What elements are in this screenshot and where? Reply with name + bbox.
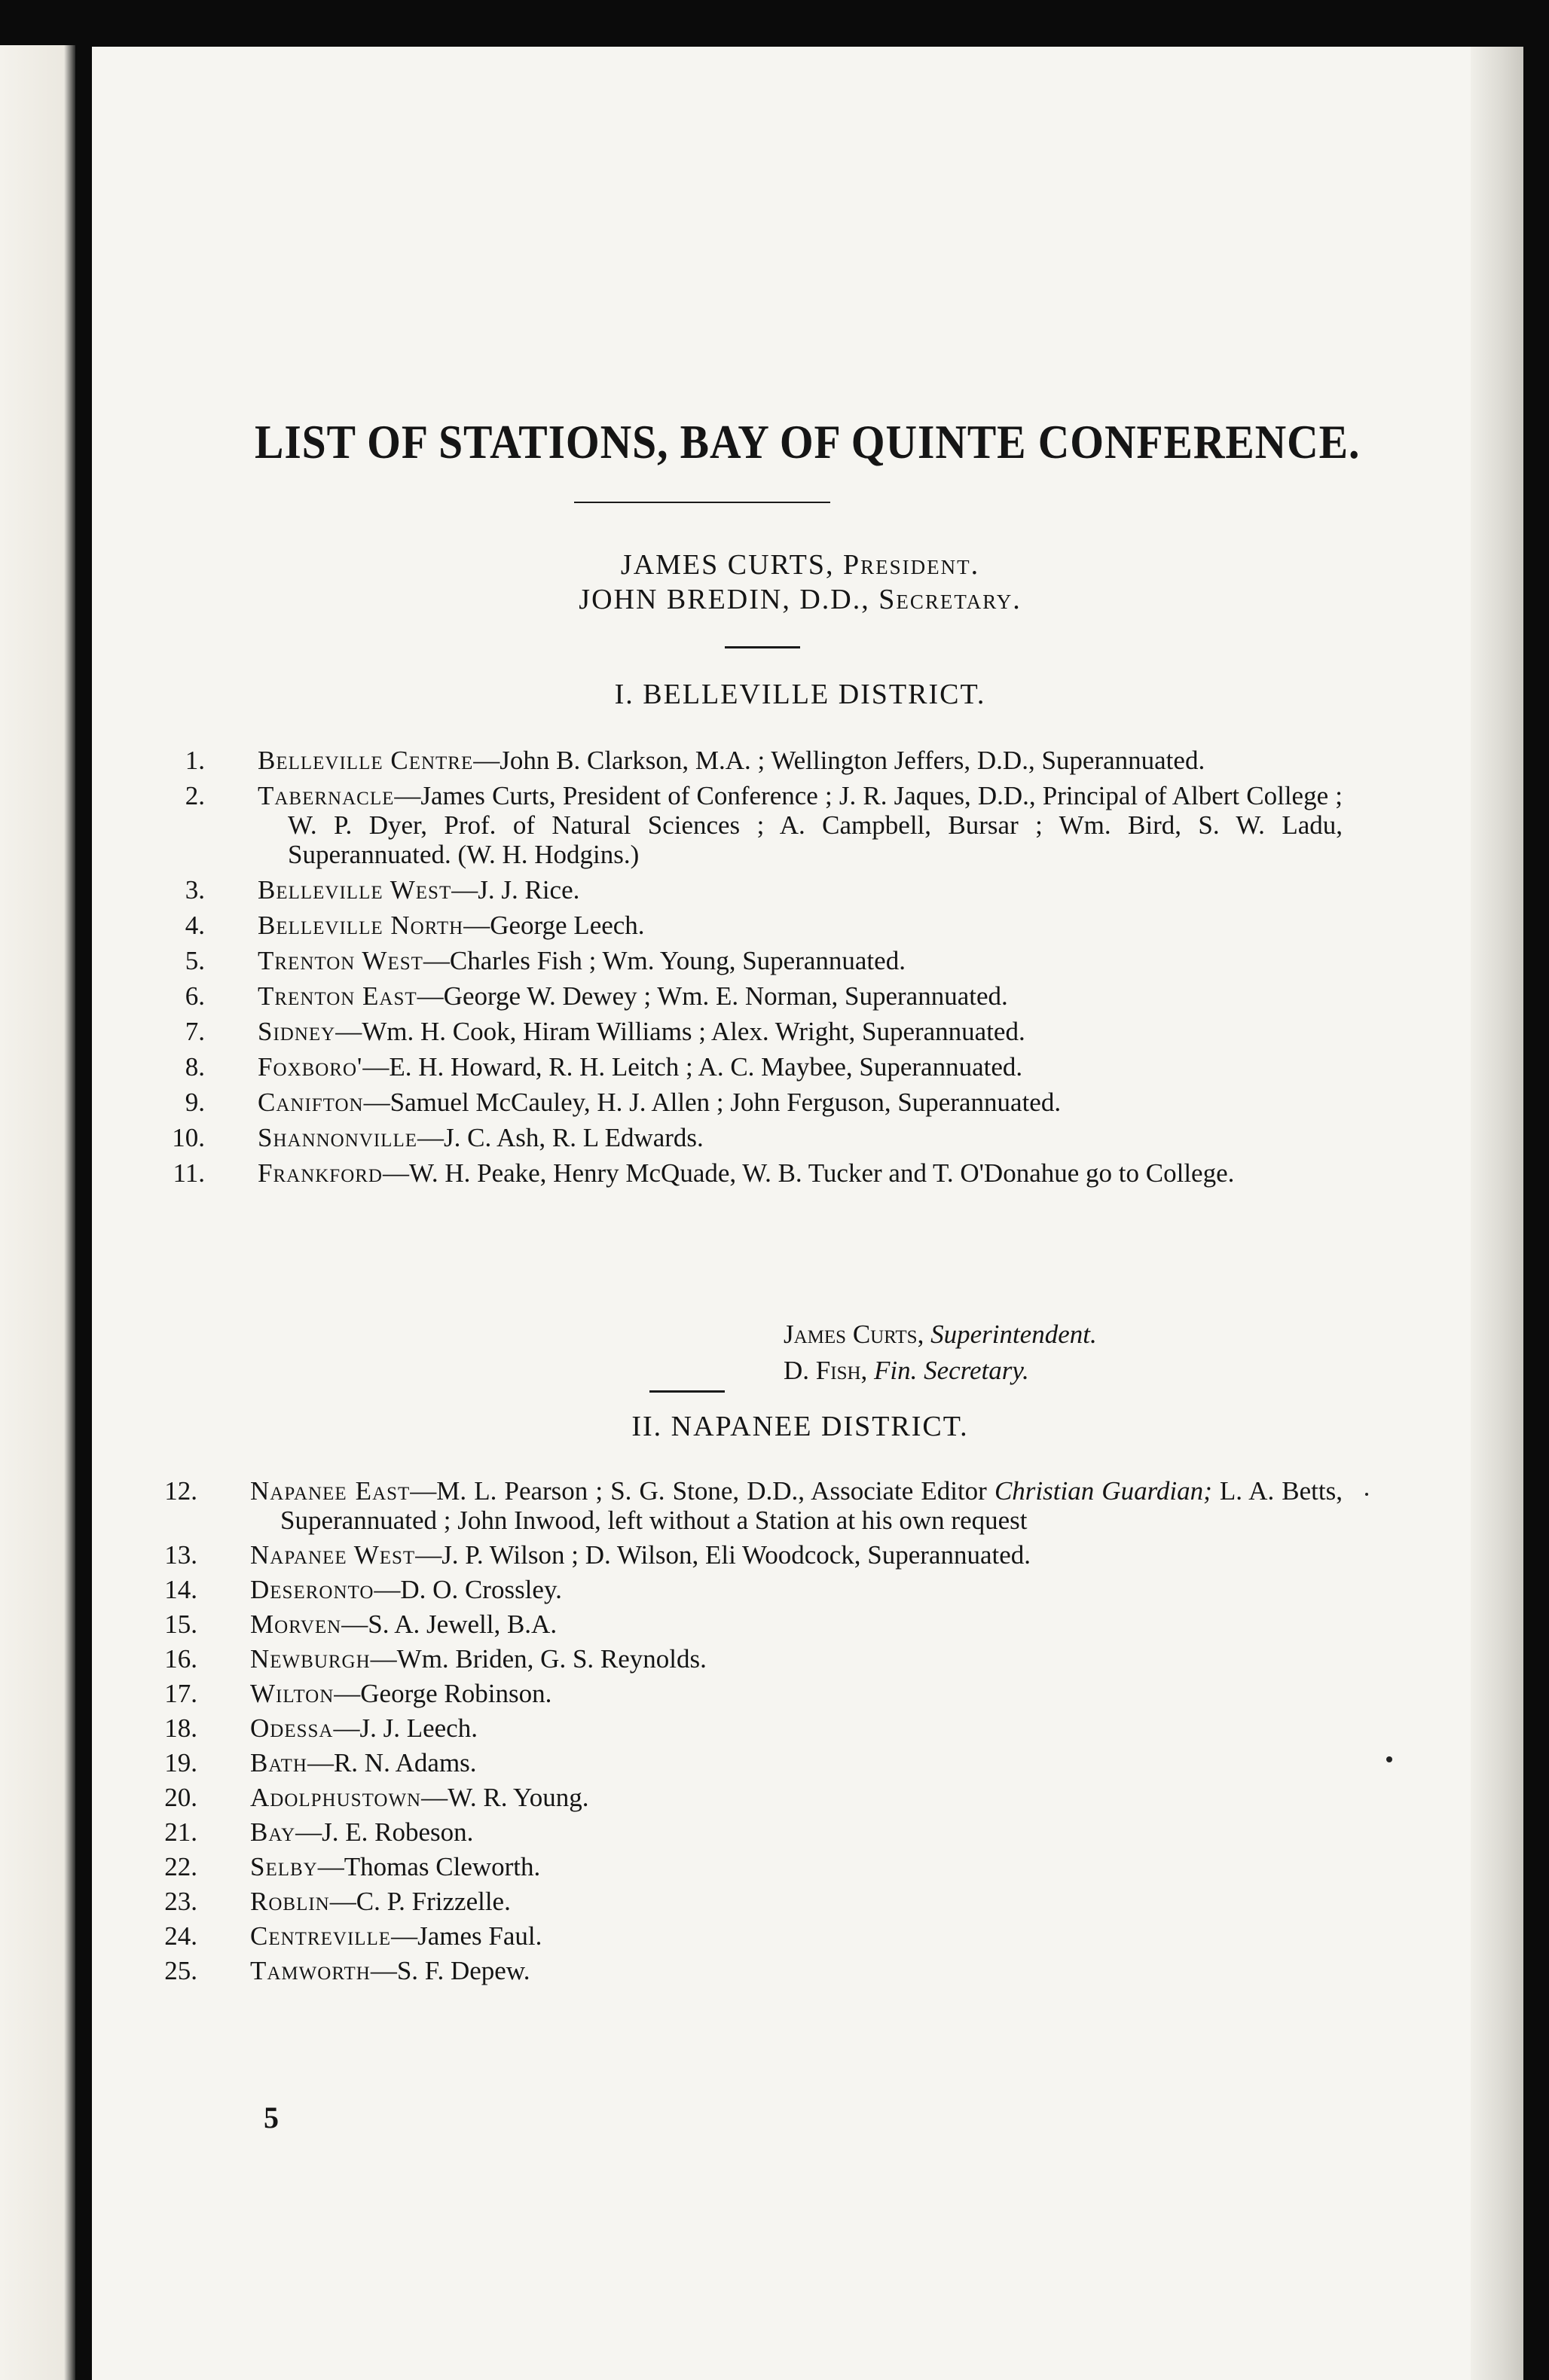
officers-rule bbox=[725, 646, 800, 648]
appointment-text: J. E. Robeson. bbox=[322, 1817, 474, 1847]
station-name: Sidney bbox=[258, 1017, 336, 1046]
entry-text bbox=[258, 1052, 1343, 1082]
signature-fin-secretary bbox=[784, 1356, 1029, 1386]
appointment-text: E. H. Howard, R. H. Leitch ; A. C. Maybee, Superannuated. bbox=[389, 1052, 1023, 1082]
entry-text bbox=[250, 1921, 1343, 1951]
ink-speck bbox=[1365, 1493, 1368, 1496]
appointment-text: Charles Fish ; Wm. Young, Superannuated. bbox=[449, 946, 906, 975]
officer-role: President. bbox=[842, 549, 980, 581]
station-name: Trenton East bbox=[258, 981, 417, 1011]
left-page-edge bbox=[0, 45, 75, 2380]
entry-text bbox=[258, 746, 1343, 775]
entry-text bbox=[258, 1123, 1343, 1152]
entry-text bbox=[258, 1158, 1343, 1188]
appointment-text: Wm. Briden, G. S. Reynolds. bbox=[396, 1644, 707, 1674]
entry-text bbox=[250, 1644, 1343, 1674]
entry-text bbox=[258, 781, 1343, 869]
em-dash: — bbox=[362, 1052, 390, 1082]
station-name: Bath bbox=[250, 1748, 307, 1777]
station-name: Tabernacle bbox=[258, 781, 395, 810]
station-name: Selby bbox=[250, 1852, 318, 1881]
appointment-text: D. O. Crossley. bbox=[400, 1575, 562, 1604]
em-dash: — bbox=[333, 1713, 360, 1743]
station-name: Tamworth bbox=[250, 1956, 371, 1985]
entry-number: 7. bbox=[185, 1017, 205, 1046]
station-name: Roblin bbox=[250, 1887, 330, 1916]
em-dash: — bbox=[317, 1852, 344, 1881]
station-name: Shannonville bbox=[258, 1123, 417, 1152]
station-name: Belleville Centre bbox=[258, 746, 474, 775]
entry-text bbox=[258, 946, 1343, 975]
district-rule bbox=[649, 1390, 725, 1393]
em-dash: — bbox=[451, 875, 478, 905]
appointment-text: R. N. Adams. bbox=[333, 1748, 477, 1777]
entry-number: 1. bbox=[185, 746, 205, 775]
entry-text bbox=[258, 1017, 1343, 1046]
em-dash: — bbox=[329, 1887, 356, 1916]
station-name: Morven bbox=[250, 1610, 342, 1639]
em-dash: — bbox=[335, 1017, 362, 1046]
entry-number: 16. bbox=[164, 1644, 197, 1674]
entry-text bbox=[250, 1748, 1343, 1777]
entry-text bbox=[258, 911, 1343, 940]
entry-number: 11. bbox=[173, 1158, 205, 1188]
district-heading-belleville: I. BELLEVILLE DISTRICT. bbox=[614, 679, 986, 710]
station-name: Deseronto bbox=[250, 1575, 374, 1604]
entry-text bbox=[250, 1575, 1343, 1604]
appointment-text: C. P. Frizzelle. bbox=[356, 1887, 511, 1916]
appointment-text: George Leech. bbox=[490, 911, 645, 940]
entry-number: 21. bbox=[164, 1817, 197, 1847]
entry-number: 10. bbox=[172, 1123, 205, 1152]
station-name: Wilton bbox=[250, 1679, 335, 1708]
em-dash: — bbox=[415, 1540, 442, 1570]
entry-text bbox=[250, 1610, 1343, 1639]
entry-number: 15. bbox=[164, 1610, 197, 1639]
entry-text bbox=[250, 1476, 1343, 1535]
station-name: Belleville West bbox=[258, 875, 452, 905]
entry-text bbox=[250, 1817, 1343, 1847]
station-name: Newburgh bbox=[250, 1644, 371, 1674]
entry-number: 20. bbox=[164, 1783, 197, 1812]
entry-number: 14. bbox=[164, 1575, 197, 1604]
station-name: Trenton West bbox=[258, 946, 423, 975]
entry-text bbox=[250, 1713, 1343, 1743]
appointment-text: J. J. Rice. bbox=[478, 875, 580, 905]
signature-role: Fin. Secretary. bbox=[874, 1356, 1029, 1385]
em-dash: — bbox=[391, 1921, 418, 1951]
station-name: Frankford bbox=[258, 1158, 383, 1188]
appointment-text: J. P. Wilson ; D. Wilson, Eli Woodcock, Superannuated. bbox=[441, 1540, 1031, 1570]
title-rule bbox=[574, 502, 830, 503]
officer-role: Secretary. bbox=[878, 584, 1022, 615]
appointment-text: S. F. Depew. bbox=[396, 1956, 530, 1985]
appointment-text: M. L. Pearson ; S. G. Stone, D.D., Associate Editor bbox=[436, 1476, 987, 1506]
em-dash: — bbox=[423, 946, 450, 975]
em-dash: — bbox=[363, 1088, 390, 1117]
entry-number: 2. bbox=[185, 781, 205, 810]
station-name: Napanee West bbox=[250, 1540, 416, 1570]
em-dash: — bbox=[421, 1783, 448, 1812]
entry-number: 8. bbox=[185, 1052, 205, 1082]
em-dash: — bbox=[307, 1748, 334, 1777]
em-dash: — bbox=[417, 981, 444, 1011]
em-dash: — bbox=[341, 1610, 368, 1639]
officer-secretary bbox=[423, 583, 1177, 616]
appointment-text: Samuel McCauley, H. J. Allen ; John Ferguson, Superannuated. bbox=[390, 1088, 1062, 1117]
em-dash: — bbox=[410, 1476, 437, 1506]
appointment-text: S. A. Jewell, B.A. bbox=[368, 1610, 558, 1639]
page-number: 5 bbox=[264, 2101, 279, 2134]
signature-superintendent bbox=[784, 1320, 1097, 1350]
ink-speck bbox=[1386, 1756, 1392, 1762]
em-dash: — bbox=[394, 781, 421, 810]
station-name: Centreville bbox=[250, 1921, 392, 1951]
entry-text bbox=[258, 875, 1343, 905]
officer-president bbox=[423, 548, 1177, 581]
officer-name: JAMES CURTS, bbox=[620, 549, 835, 581]
book-page bbox=[92, 47, 1523, 2380]
entry-number: 25. bbox=[164, 1956, 197, 1985]
appointment-text: J. J. Leech. bbox=[359, 1713, 478, 1743]
em-dash: — bbox=[295, 1817, 322, 1847]
em-dash: — bbox=[374, 1575, 401, 1604]
signature-name: D. Fish, bbox=[784, 1356, 868, 1385]
em-dash: — bbox=[334, 1679, 361, 1708]
entry-number: 12. bbox=[164, 1476, 197, 1506]
entry-number: 13. bbox=[164, 1540, 197, 1570]
em-dash: — bbox=[463, 911, 490, 940]
em-dash: — bbox=[417, 1123, 444, 1152]
page-title: LIST OF STATIONS, BAY OF QUINTE CONFERENCE. bbox=[255, 415, 1361, 468]
entry-text bbox=[250, 1783, 1343, 1812]
station-name: Adolphustown bbox=[250, 1783, 422, 1812]
appointment-text: Wm. H. Cook, Hiram Williams ; Alex. Wright, Superannuated. bbox=[362, 1017, 1025, 1046]
publication-title: Christian Guardian; bbox=[994, 1476, 1212, 1506]
station-name: Napanee East bbox=[250, 1476, 411, 1506]
entry-text bbox=[250, 1887, 1343, 1916]
appointment-text: John B. Clarkson, M.A. ; Wellington Jeffers, D.D., Superannuated. bbox=[500, 746, 1205, 775]
station-name: Canifton bbox=[258, 1088, 364, 1117]
district-heading-napanee: II. NAPANEE DISTRICT. bbox=[631, 1411, 969, 1442]
station-name: Bay bbox=[250, 1817, 296, 1847]
appointment-text: George W. Dewey ; Wm. E. Norman, Superannuated. bbox=[443, 981, 1008, 1011]
appointment-text: W. H. Peake, Henry McQuade, W. B. Tucker and T. O'Donahue go to College. bbox=[409, 1158, 1235, 1188]
station-name: Foxboro' bbox=[258, 1052, 363, 1082]
entry-number: 3. bbox=[185, 875, 205, 905]
appointment-text: James Curts, President of Conference ; J. R. Jaques, D.D., Principal of Albert College ; W. P. Dyer, Prof. of Natural Sciences ; A. Campbell, Bursar ; Wm. Bird, S. W. Ladu, Superannuated. (W. H. Hodgins.) bbox=[288, 781, 1343, 869]
entry-text bbox=[258, 1088, 1343, 1117]
entry-number: 23. bbox=[164, 1887, 197, 1916]
em-dash: — bbox=[383, 1158, 409, 1188]
station-name: Belleville North bbox=[258, 911, 464, 940]
entry-text bbox=[250, 1852, 1343, 1881]
em-dash: — bbox=[473, 746, 500, 775]
appointment-text: W. R. Young. bbox=[448, 1783, 589, 1812]
appointment-text: J. C. Ash, R. L Edwards. bbox=[443, 1123, 704, 1152]
entry-number: 6. bbox=[185, 981, 205, 1011]
appointment-text: George Robinson. bbox=[360, 1679, 552, 1708]
entry-number: 24. bbox=[164, 1921, 197, 1951]
em-dash: — bbox=[370, 1644, 397, 1674]
entry-number: 22. bbox=[164, 1852, 197, 1881]
officer-name: JOHN BREDIN, D.D., bbox=[579, 584, 870, 615]
entry-number: 4. bbox=[185, 911, 205, 940]
station-name: Odessa bbox=[250, 1713, 334, 1743]
entry-text bbox=[258, 981, 1343, 1011]
signature-name: James Curts, bbox=[784, 1320, 924, 1349]
entry-number: 18. bbox=[164, 1713, 197, 1743]
entry-number: 19. bbox=[164, 1748, 197, 1777]
appointment-text: Thomas Cleworth. bbox=[344, 1852, 541, 1881]
entry-text bbox=[250, 1956, 1343, 1985]
appointment-text: James Faul. bbox=[417, 1921, 542, 1951]
entry-text bbox=[250, 1679, 1343, 1708]
signature-role: Superintendent. bbox=[930, 1320, 1097, 1349]
entry-number: 9. bbox=[185, 1088, 205, 1117]
entry-number: 17. bbox=[164, 1679, 197, 1708]
appointment-text-continued: L. A. Betts, Superannuated ; John Inwood, left without a Station at his own request bbox=[280, 1476, 1343, 1535]
page-edge-shadow bbox=[1471, 47, 1523, 2380]
entry-number: 5. bbox=[185, 946, 205, 975]
entry-text bbox=[250, 1540, 1343, 1570]
em-dash: — bbox=[370, 1956, 397, 1985]
